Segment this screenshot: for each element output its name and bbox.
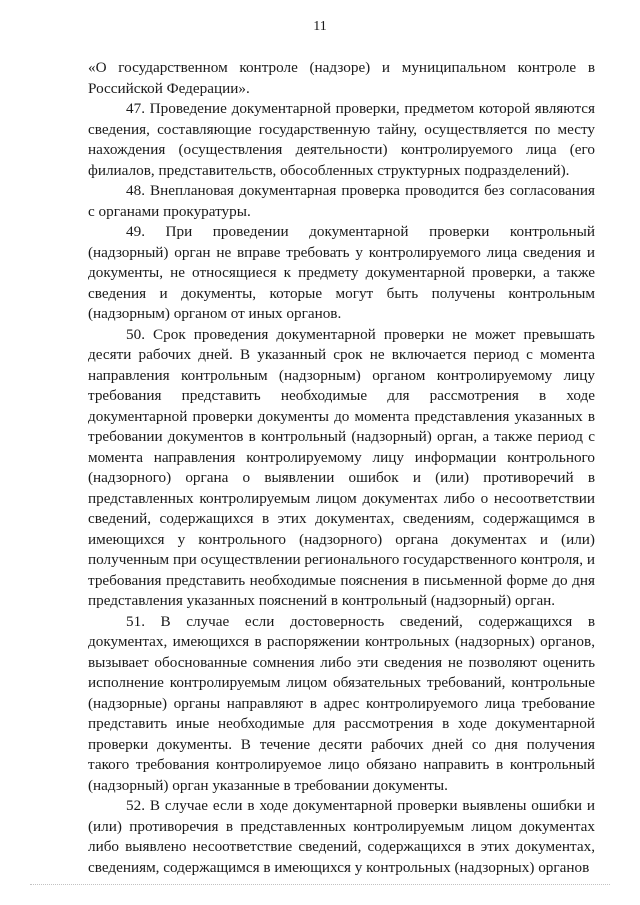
paragraph-48: 48. Внеплановая документарная проверка проводится без согласования с органами прокуратуры.: [88, 182, 595, 220]
paragraph-50: 50. Срок проведения документарной проверки не может превышать десяти рабочих дней. В указанный срок не включается период с момента направления контрольным (надзорным) органом контролируемому лицу требования представить необходимые для рассмотрения в ходе документарной проверки документы до момента представления указанных в требовании документов в контрольный (надзорный) орган, а также период с момента направления контролируемому лицу информации контрольного (надзорного) органа о выявлении ошибок и (или) противоречий в представленных контролируемым лицом документах либо о несоответствии сведений, содержащихся в этих документах, сведениям, содержащимся в имеющихся у контрольного (надзорного) органа документах и (или) полученным при осуществлении регионального государственного контроля, и требования представить необходимые пояснения в письменной форме до дня представления указанных пояснений в контрольный (надзорный) орган.: [88, 325, 595, 609]
page-number: 11: [313, 19, 327, 34]
paragraph-47: 47. Проведение документарной проверки, предметом которой являются сведения, составляющие государственную тайну, осуществляется по месту нахождения (осуществления деятельности) контролируемого лица (его филиалов, представительств, обособленных структурных подразделений).: [88, 100, 595, 179]
paragraph-51: 51. В случае если достоверность сведений, содержащихся в документах, имеющихся в распоряжении контрольных (надзорных) органов, вызывает обоснованные сомнения либо эти сведения не позволяют оценить исполнение контролируемым лицом обязательных требований, контрольные (надзорные) органы направляют в адрес контролируемого лица требование представить иные необходимые для рассмотрения в ходе документарной проверки документы. В течение десяти рабочих дней со дня получения такого требования контролируемое лицо обязано направить в контрольный (надзорный) орган указанные в требовании документы.: [88, 612, 595, 794]
paragraph-52: 52. В случае если в ходе документарной проверки выявлены ошибки и (или) противоречия в представленных контролируемым лицом документах либо выявлено несоответствие сведений, содержащихся в этих документах, сведениям, содержащимся в имеющихся у контрольных (надзорных) органов: [88, 797, 595, 876]
paragraph-continuation: «О государственном контроле (надзоре) и муниципальном контроле в Российской Федерации».: [88, 59, 595, 97]
document-body: [88, 58, 595, 878]
scan-edge-artifact: [30, 884, 610, 887]
paragraph-49: 49. При проведении документарной проверки контрольный (надзорный) орган не вправе требовать у контролируемого лица сведения и документы, не относящиеся к предмету документарной проверки, а также сведения и документы, которые могут быть получены контрольным (надзорным) органом от иных органов.: [88, 223, 595, 322]
